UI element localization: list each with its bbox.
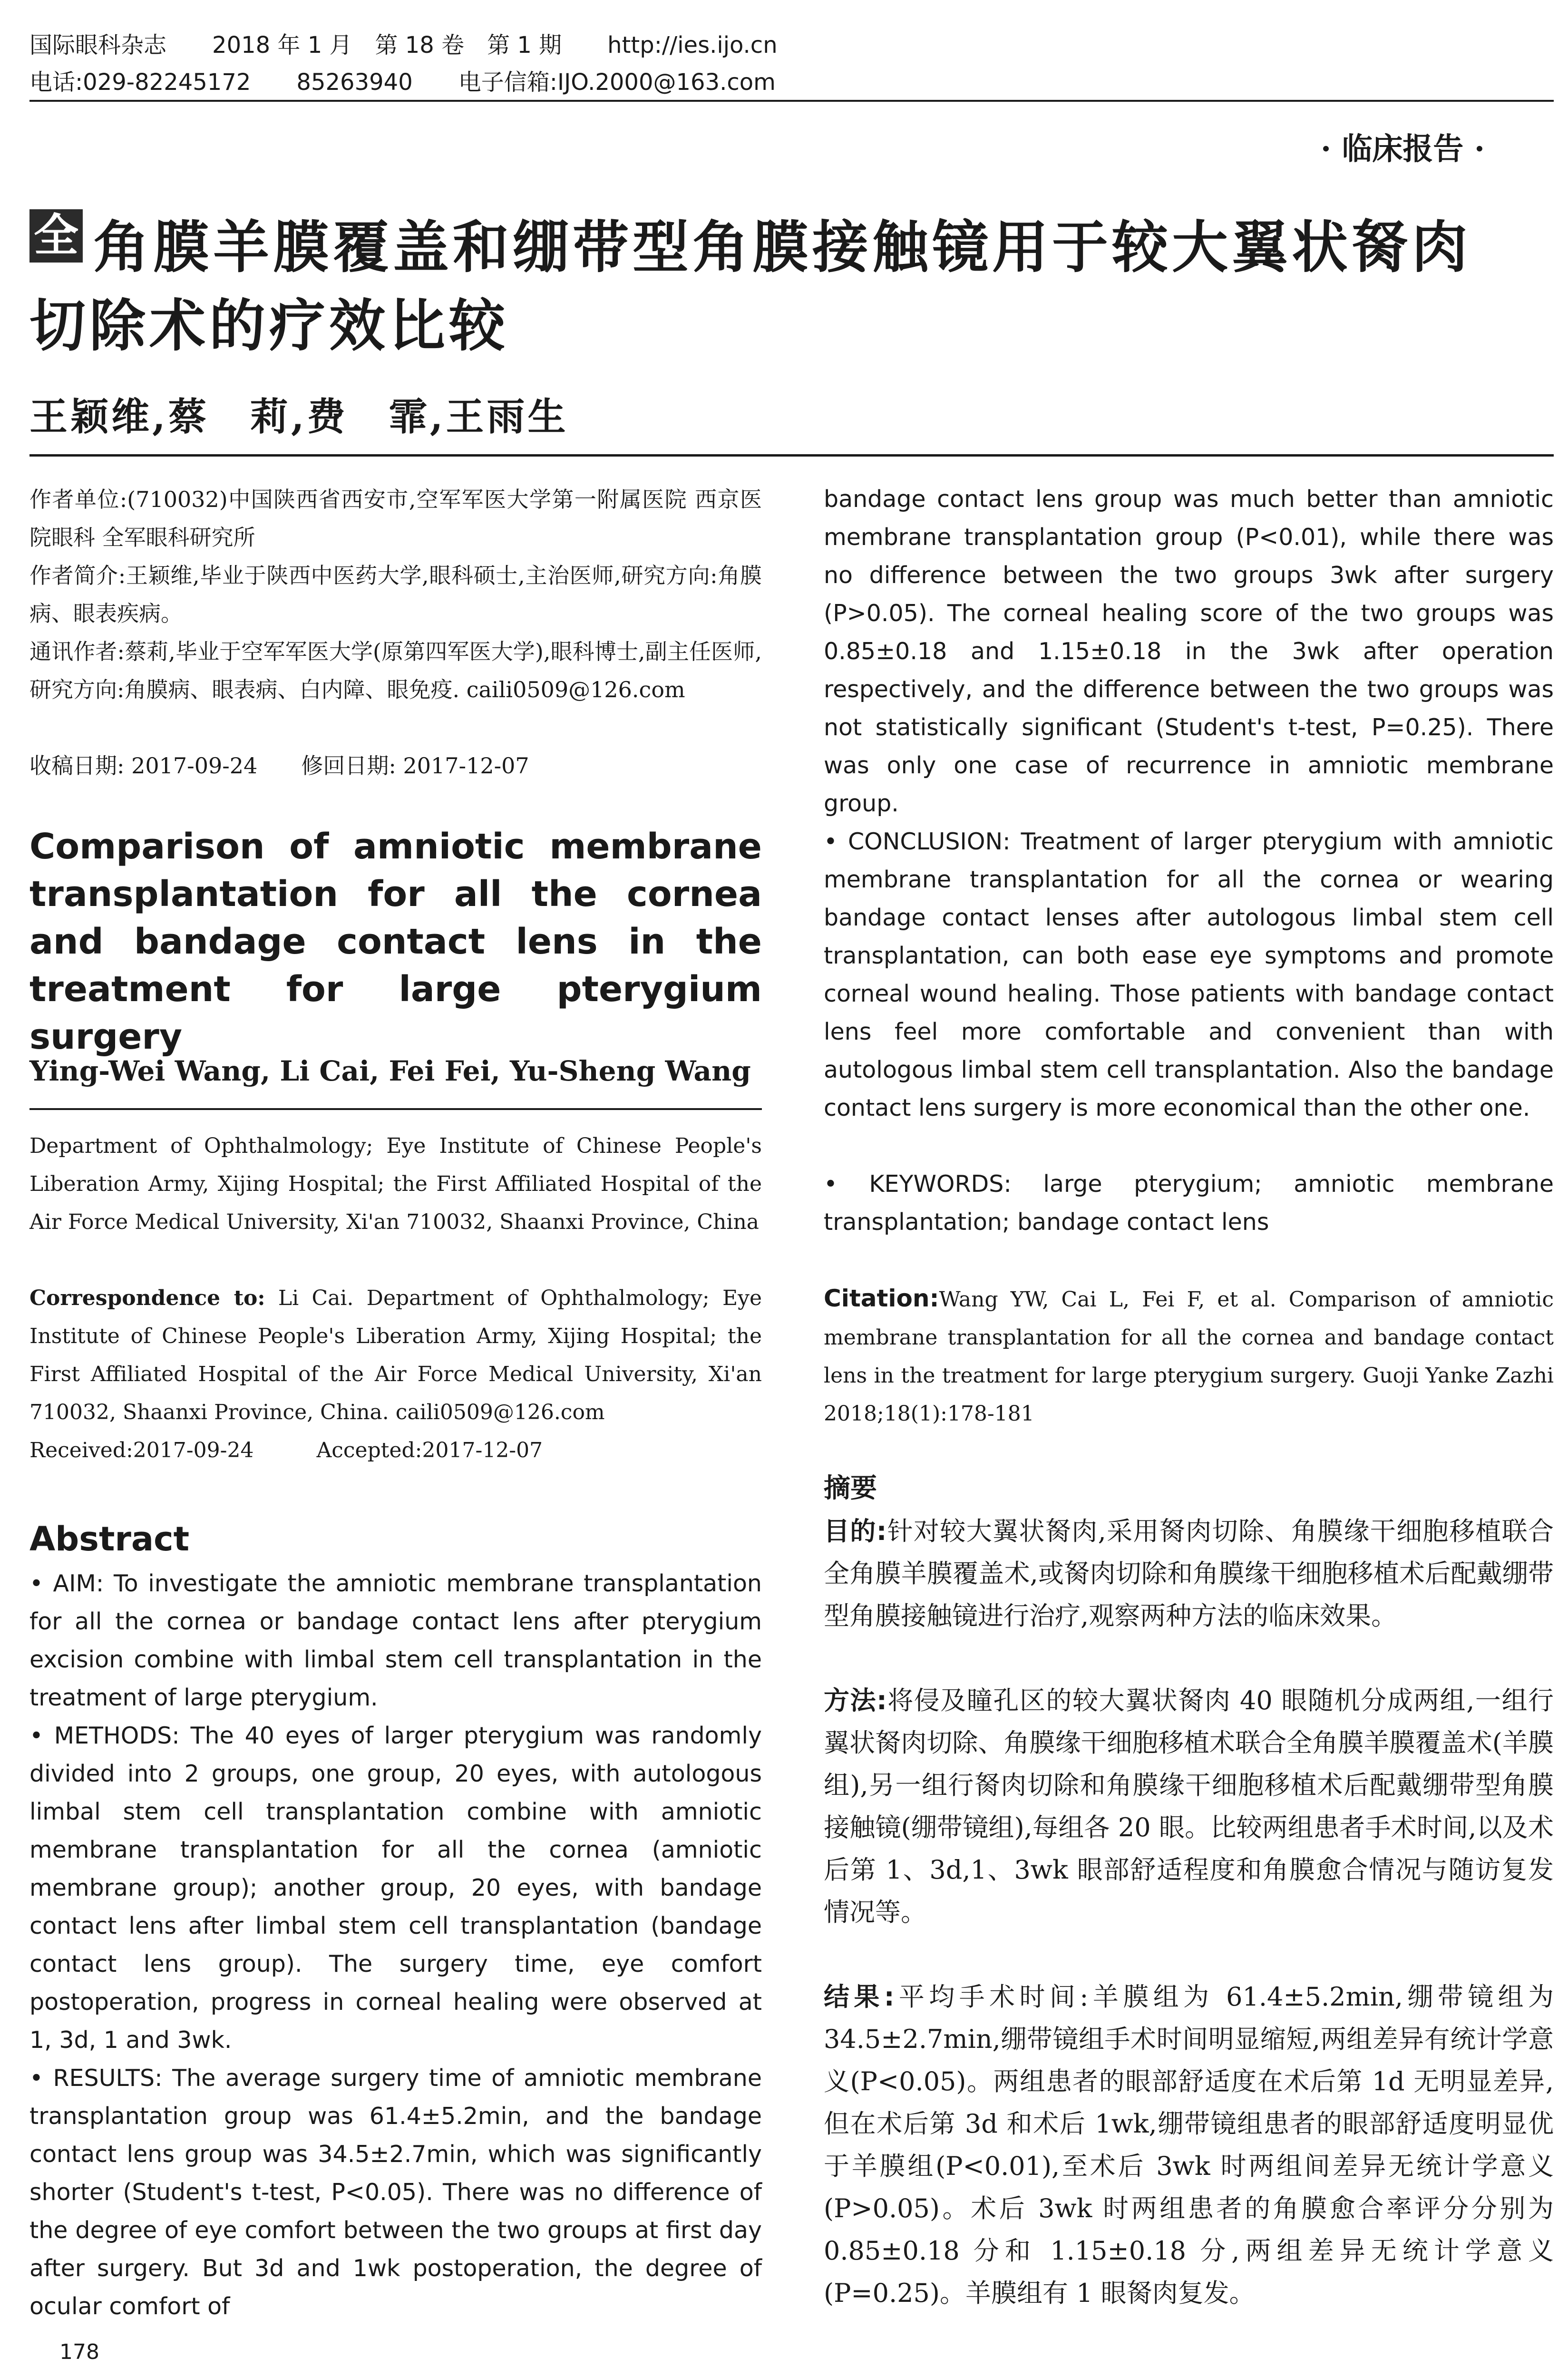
abstract-results: • RESULTS: The average surgery time of amniotic membrane transplantation group was 61.4±5.2min, and the bandage contact lens group was 34.5±2.7min, which was significantly shorter (Student's t-test, P<0.05). There was no difference of the degree of eye comfort between the two groups at first day after surgery. But 3d and 1wk postoperation, the degree of ocular comfort of — [29, 2065, 762, 2320]
aim-text: 针对较大翼状胬肉,采用胬肉切除、角膜缘干细胞移植联合全角膜羊膜覆盖术,或胬肉切除和角膜缘干细胞移植术后配戴绷带型角膜接触镜进行治疗,观察两种方法的临床效果。 — [824, 1516, 1554, 1631]
section-tag: · 临床报告 · — [1320, 131, 1485, 167]
english-correspondence — [29, 1279, 762, 1432]
aim-label: 目的: — [824, 1516, 887, 1546]
citation-text: Wang YW, Cai L, Fei F, et al. Comparison of amniotic membrane transplantation for all the cornea and bandage contact lens in the treatment for large pterygium surgery. Guoji Yanke Zazhi 2018;18(1):178-181 — [824, 1287, 1554, 1426]
english-authors: Ying-Wei Wang, Li Cai, Fei Fei, Yu-Sheng Wang — [29, 1055, 751, 1087]
open-access-badge-icon: 全 — [29, 209, 83, 263]
english-dates — [29, 1432, 762, 1470]
journal-phone: 电话:029-82245172 85263940 — [29, 69, 413, 96]
chinese-abstract-aim — [824, 1510, 1554, 1637]
methods-text: 将侵及瞳孔区的较大翼状胬肉 40 眼随机分成两组,一组行翼状胬肉切除、角膜缘干细胞移植术联合全角膜羊膜覆盖术(羊膜组),另一组行胬肉切除和角膜缘干细胞移植术后配戴绷带型角膜接触镜(绷带镜组),每组各 20 眼。比较两组患者手术时间,以及术后第 1、3d,1、3wk 眼部舒适程度和角膜愈合情况与随访复发情况等。 — [824, 1685, 1554, 1927]
journal-header-line1 — [29, 27, 778, 59]
header-divider — [29, 100, 1554, 102]
journal-url[interactable]: http://ies.ijo.cn — [607, 32, 778, 58]
chinese-authors: 王颖维,蔡 莉,费 霏,王雨生 — [29, 394, 569, 439]
citation-label: Citation: — [824, 1285, 939, 1312]
correspondence-text: Li Cai. Department of Ophthalmology; Eye Institute of Chinese People's Liberation Army, Xijing Hospital; the First Affiliated Hospital of the Air Force Medical University, Xi'an 710032, Shaanxi Province, China. caili0509@126.com — [29, 1286, 762, 1424]
english-title: Comparison of amniotic membrane transplantation for all the cornea and bandage contact lens in the treatment for large pterygium surgery — [29, 826, 762, 1057]
citation — [824, 1279, 1554, 1433]
journal-name: 国际眼科杂志 — [29, 32, 167, 58]
chinese-abstract-results — [824, 1976, 1554, 2314]
english-affiliation: Department of Ophthalmology; Eye Institute of Chinese People's Liberation Army, Xijing Hospital; the First Affiliated Hospital of the Air Force Medical University, Xi'an 710032, Shaanxi Province, China — [29, 1134, 762, 1234]
cn-received-date: 收稿日期: 2017-09-24 — [29, 753, 258, 779]
authors-divider — [29, 1108, 762, 1110]
cn-correspondence: 通讯作者:蔡莉,毕业于空军军医大学(原第四军医大学),眼科博士,副主任医师,研究方向:角膜病、眼表病、白内障、眼免疫. caili0509@126.com — [29, 639, 762, 702]
abstract-keywords: • KEYWORDS: large pterygium; amniotic membrane transplantation; bandage contact lens — [824, 1170, 1554, 1236]
cn-author-bio: 作者简介:王颖维,毕业于陕西中医药大学,眼科硕士,主治医师,研究方向:角膜病、眼表疾病。 — [29, 563, 762, 626]
chinese-title-line2: 切除术的疗效比较 — [29, 293, 509, 359]
chinese-abstract-heading: 摘要 — [824, 1473, 877, 1504]
results-label: 结果: — [824, 1982, 895, 2012]
journal-issue: 2018 年 1 月 第 18 卷 第 1 期 — [212, 32, 562, 58]
journal-email: 电子信箱:IJO.2000@163.com — [458, 69, 776, 96]
en-received-date: Received:2017-09-24 — [29, 1438, 254, 1462]
methods-label: 方法: — [824, 1685, 887, 1715]
cn-revised-date: 修回日期: 2017-12-07 — [301, 753, 529, 779]
page-number: 178 — [59, 2340, 99, 2364]
abstract-heading: Abstract — [29, 1520, 190, 1559]
chinese-abstract-methods — [824, 1679, 1554, 1933]
cn-affiliation: 作者单位:(710032)中国陕西省西安市,空军军医大学第一附属医院 西京医院眼科 全军眼科研究所 — [29, 487, 762, 550]
title-divider — [29, 454, 1554, 457]
abstract-aim: • AIM: To investigate the amniotic membrane transplantation for all the cornea or bandage contact lens after pterygium excision combine with limbal stem cell transplantation in the treatment of large pterygium. — [29, 1570, 762, 1711]
abstract-methods: • METHODS: The 40 eyes of larger pterygium was randomly divided into 2 groups, one group, 20 eyes, with autologous limbal stem cell transplantation combine with amniotic membrane transplantation for all the cornea (amniotic membrane group); another group, 20 eyes, with bandage contact lens after limbal stem cell transplantation (bandage contact lens group). The surgery time, eye comfort postoperation, progress in corneal healing were observed at 1, 3d, 1 and 3wk. — [29, 1722, 762, 2054]
correspondence-label: Correspondence to: — [29, 1286, 265, 1310]
en-accepted-date: Accepted:2017-12-07 — [316, 1438, 543, 1462]
abstract-results-continued: bandage contact lens group was much better than amniotic membrane transplantation group (P<0.01), while there was no difference between the two groups 3wk after surgery (P>0.05). The corneal healing score of the two groups was 0.85±0.18 and 1.15±0.18 in the 3wk after operation respectively, and the difference between the two groups was not statistically significant (Student's t-test, P=0.25). There was only one case of recurrence in amniotic membrane group. — [824, 486, 1554, 817]
journal-header-line2 — [29, 64, 776, 97]
abstract-conclusion: • CONCLUSION: Treatment of larger pterygium with amniotic membrane transplantation for all the cornea or wearing bandage contact lenses after autologous limbal stem cell transplantation, can both ease eye symptoms and promote corneal wound healing. Those patients with bandage contact lens feel more comfortable and convenient than with autologous limbal stem cell transplantation. Also the bandage contact lens surgery is more economical than the other one. — [824, 828, 1554, 1121]
chinese-title-line1: 角膜羊膜覆盖和绷带型角膜接触镜用于较大翼状胬肉 — [93, 214, 1472, 280]
results-text: 平均手术时间:羊膜组为 61.4±5.2min,绷带镜组为 34.5±2.7min,绷带镜组手术时间明显缩短,两组差异有统计学意义(P<0.05)。两组患者的眼部舒适度在术后第 1d 无明显差异,但在术后第 3d 和术后 1wk,绷带镜组患者的眼部舒适度明显优于羊膜组(P<0.01),至术后 3wk 时两组间差异无统计学意义(P>0.05)。术后 3wk 时两组患者的角膜愈合率评分分别为 0.85±0.18 分和 1.15±0.18 分,两组差异无统计学意义(P=0.25)。羊膜组有 1 眼胬肉复发。 — [824, 1982, 1554, 2308]
cn-dates — [29, 747, 762, 785]
